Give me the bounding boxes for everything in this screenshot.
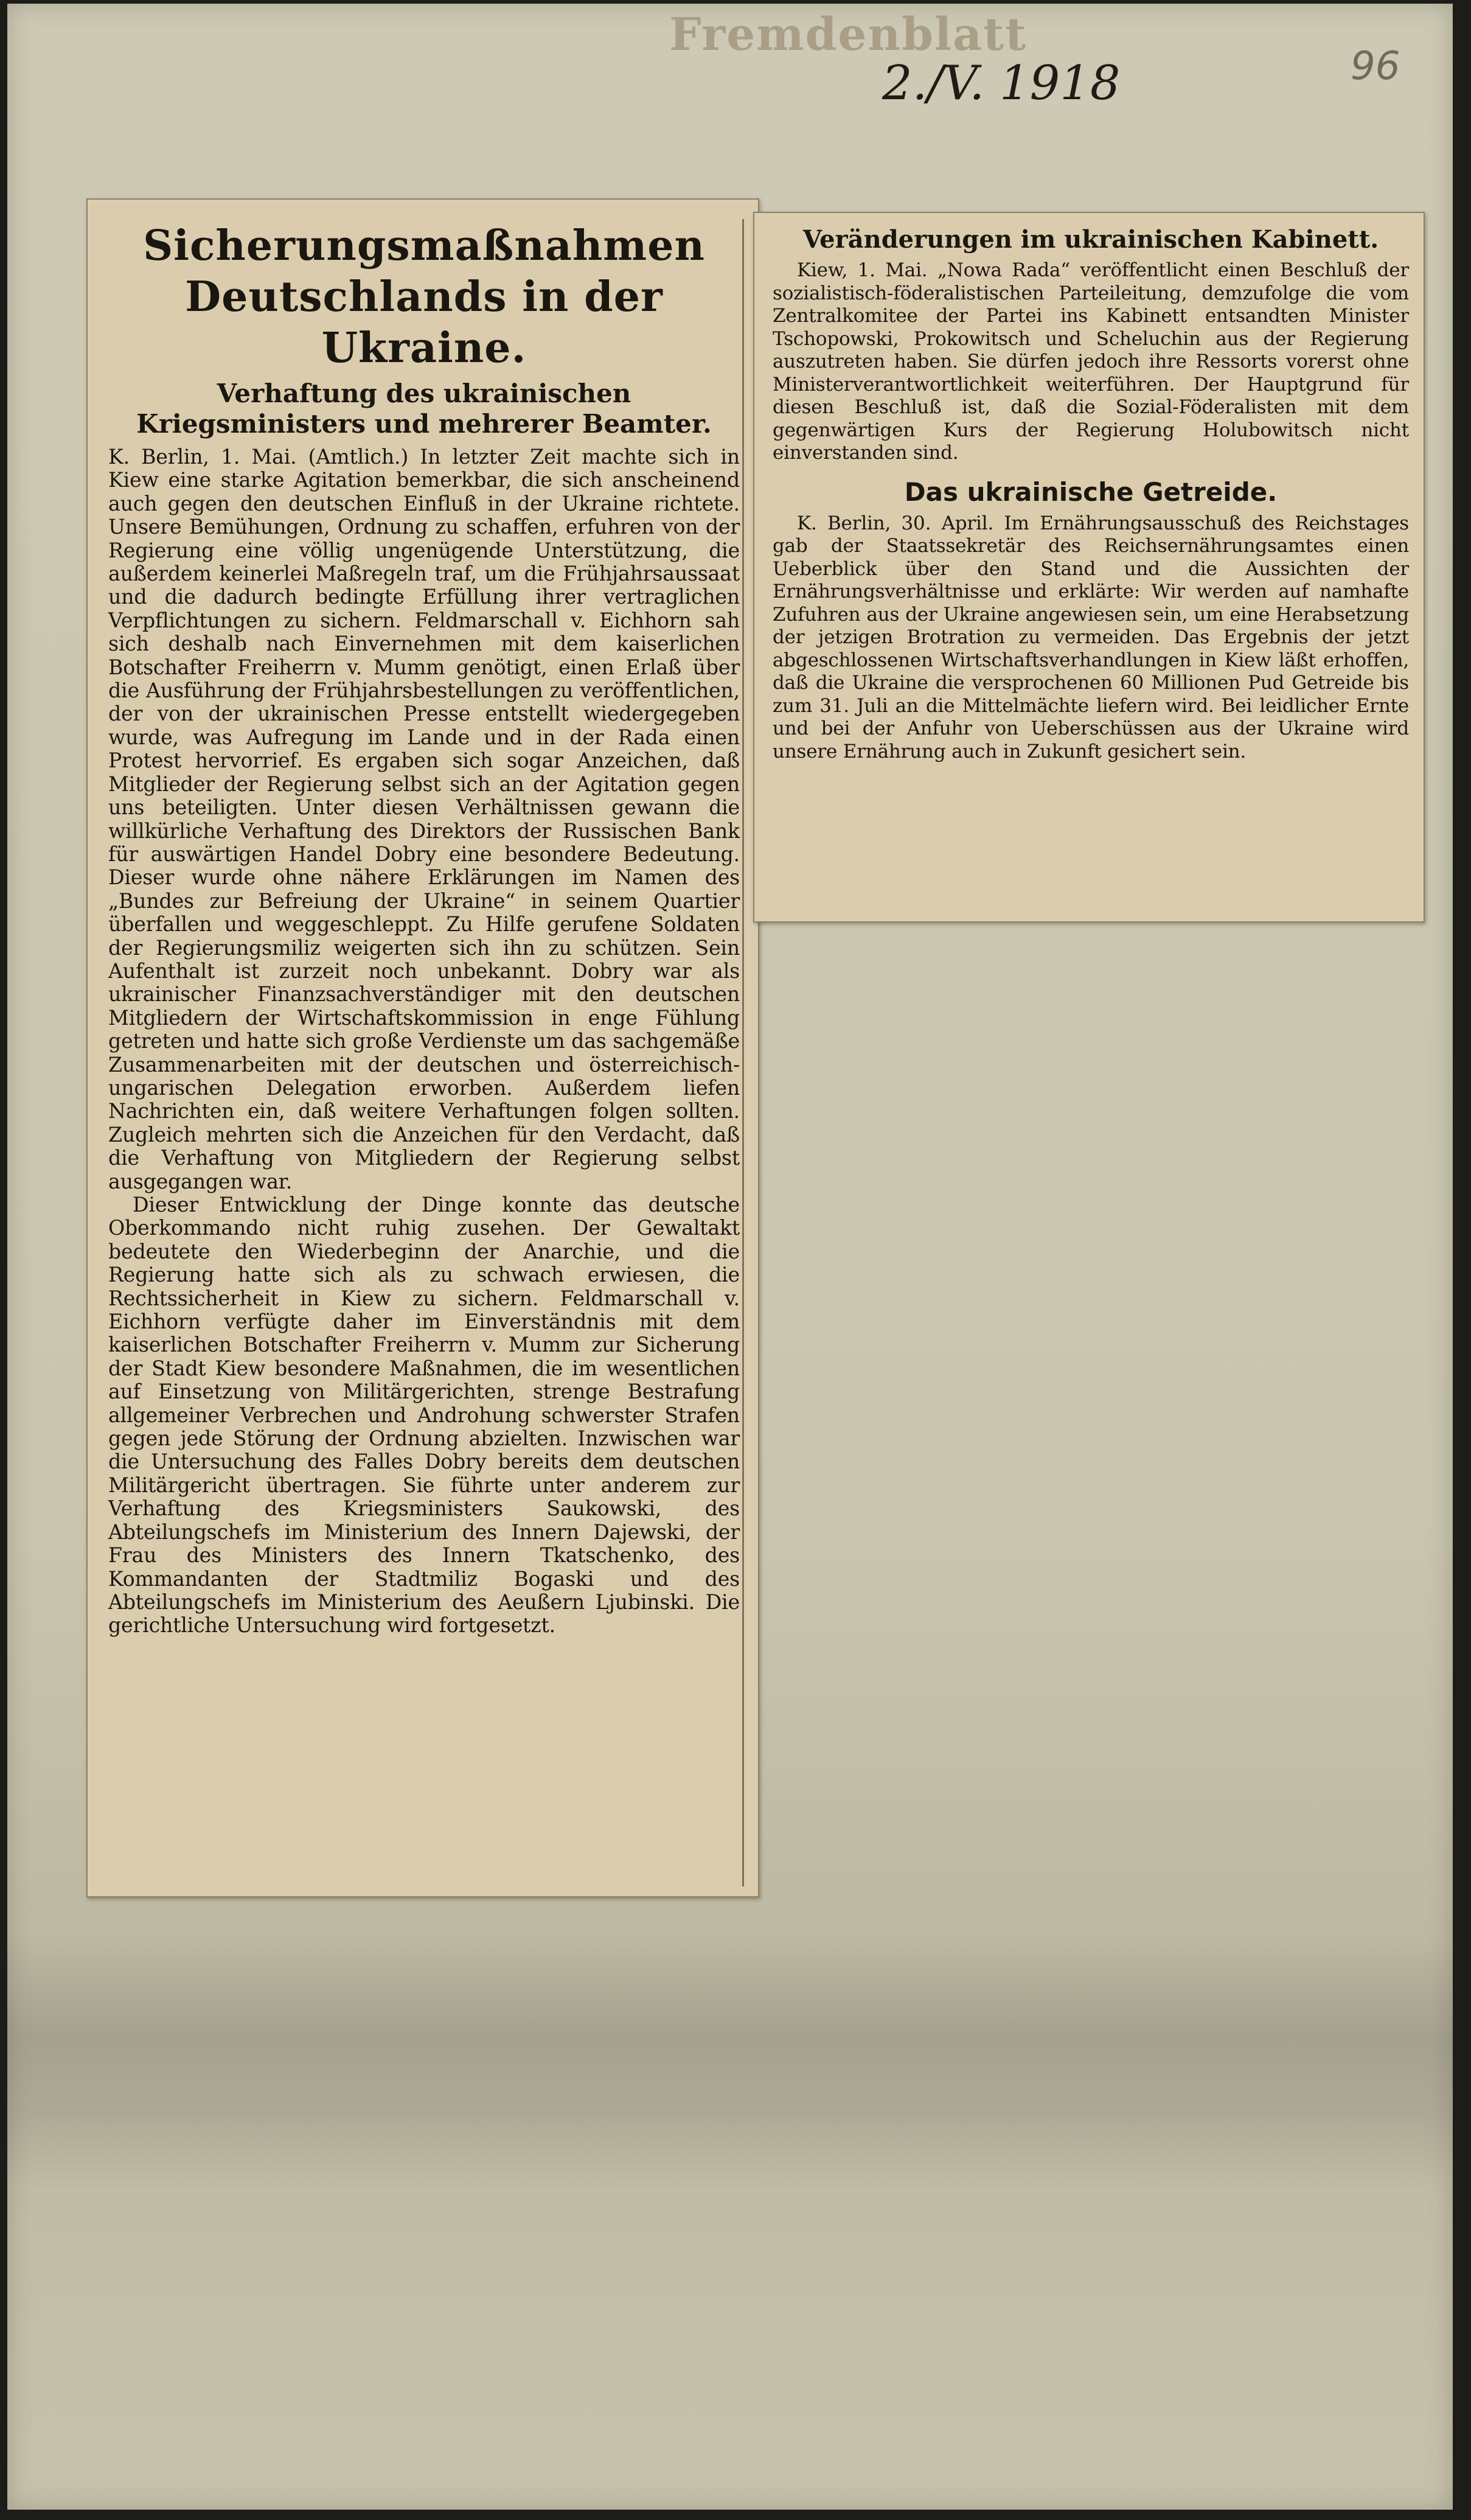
article-paragraph: K. Berlin, 30. April. Im Ernährungsausschuß des Reichstages gab der Staatssekretär des Reichsernährungsamtes einen Ueberblick über den Stand und die Aussichten der Ernährungsverhältnisse und erklärte: Wir werden auf namhafte Zufuhren aus der Ukraine angewiesen sein, um eine Herabsetzung der jetzigen Brotration zu vermeiden. Das Ergebnis der jetzt abgeschlossenen Wirtschaftsverhandlungen in Kiew läßt erhoffen, daß die Ukraine die versprochenen 60 Millionen Pud Getreide bis zum 31. Juli an die Mittelmächte liefern wird. Bei leidlicher Ernte und bei der Anfuhr von Ueberschüssen aus der Ukraine wird unsere Ernährung auch in Zukunft gesichert sein. <box>773 512 1409 763</box>
article-paragraph: K. Berlin, 1. Mai. (Amtlich.) In letzter Zeit machte sich in Kiew eine starke Agitation bemerkbar, die sich anscheinend auch gegen den deutschen Einfluß in der Ukraine richtete. Unsere Bemühungen, Ordnung zu schaffen, erfuhren von der Regierung eine völlig ungenügende Unterstützung, die außerdem keinerlei Maßregeln traf, um die Frühjahrsaussaat und die dadurch bedingte Erfüllung ihrer vertraglichen Verpflichtungen zu sichern. Feldmarschall v. Eichhorn sah sich deshalb nach Einvernehmen mit dem kaiserlichen Botschafter Freiherrn v. Mumm genötigt, einen Erlaß über die Ausführung der Frühjahrsbestellungen zu veröffentlichen, der von der ukrainischen Presse entstellt wiedergegeben wurde, was Aufregung im Lande und in der Rada einen Protest hervorrief. Es ergaben sich sogar Anzeichen, daß Mitglieder der Regierung selbst sich an der Agitation gegen uns beteiligten. Unter diesen Verhältnissen gewann die willkürliche Verhaftung des Direktors der Russischen Bank für auswärtigen Handel Dobry eine besondere Bedeutung. Dieser wurde ohne nähere Erklärungen im Namen des „Bundes zur Befreiung der Ukraine“ in seinem Quartier überfallen und weggeschleppt. Zu Hilfe gerufene Soldaten der Regierungsmiliz weigerten sich ihn zu schützen. Sein Aufenthalt ist zurzeit noch unbekannt. Dobry war als ukrainischer Finanzsachverständiger mit den deutschen Mitgliedern der Wirtschaftskommission in enge Fühlung getreten und hatte sich große Verdienste um das sachgemäße Zusammenarbeiten mit der deutschen und österreichisch-ungarischen Delegation erworben. Außerdem liefen Nachrichten ein, daß weitere Verhaftungen folgen sollten. Zugleich mehrten sich die Anzeichen für den Verdacht, daß die Verhaftung von Mitgliedern der Regierung selbst ausgegangen war. <box>108 445 740 1193</box>
article-headline: Sicherungsmaßnahmen Deutschlands in der Ukraine. <box>143 222 705 372</box>
page-number: 96 <box>1351 44 1400 89</box>
article-headline: Veränderungen im ukrainischen Kabinett. <box>802 225 1379 254</box>
article-paragraph: Dieser Entwicklung der Dinge konnte das deutsche Oberkommando nicht ruhig zusehen. Der Gewaltakt bedeutete den Wiederbeginn der Anarchie, und die Regierung hatte sich als zu schwach erwiesen, die Rechtssicherheit in Kiew zu sichern. Feldmarschall v. Eichhorn verfügte daher im Einverständnis mit dem kaiserlichen Botschafter Freiherrn v. Mumm zur Sicherung der Stadt Kiew besondere Maßnahmen, die im wesentlichen auf Einsetzung von Militärgerichten, strenge Bestrafung allgemeiner Verbrechen und Androhung schwerster Strafen gegen jede Störung der Ordnung abzielten. Inzwischen war die Untersuchung des Falles Dobry bereits dem deutschen Militärgericht übertragen. Sie führte unter anderem zur Verhaftung des Kriegsministers Saukowski, des Abteilungschefs im Ministerium des Innern Dajewski, der Frau des Ministers des Innern Tkatschenko, des Kommandanten der Stadtmiliz Bogaski und des Abteilungschefs im Ministerium des Aeußern Ljubinski. Die gerichtliche Untersuchung wird fortgesetzt. <box>108 1193 740 1638</box>
article-subheadline: Verhaftung des ukrainischen Kriegsministers und mehrerer Beamter. <box>136 379 712 439</box>
article-paragraph: Kiew, 1. Mai. „Nowa Rada“ veröffentlicht einen Beschluß der sozialistisch-föderalistischen Parteileitung, demzufolge die vom Zentralkomitee der Partei ins Kabinett entsandten Minister Tschopowski, Prokowitsch und Scheluchin aus der Regierung auszutreten haben. Sie dürfen jedoch ihre Ressorts vorerst ohne Ministerverantwortlichkeit weiterführen. Der Hauptgrund für diesen Beschluß ist, daß die Sozial-Föderalisten mit dem gegenwärtigen Kurs der Regierung Holubowitsch nicht einverstanden sind. <box>773 259 1409 464</box>
handwritten-date: 2./V. 1918 <box>882 56 1121 111</box>
newspaper-stamp: Fremdenblatt <box>669 9 1028 61</box>
article-clipping-left <box>86 198 759 1897</box>
article-clipping-right <box>753 212 1425 923</box>
scan-shadow <box>7 1935 1453 2191</box>
article-subheadline: Das ukrainische Getreide. <box>904 476 1278 507</box>
column-divider <box>742 219 744 1887</box>
